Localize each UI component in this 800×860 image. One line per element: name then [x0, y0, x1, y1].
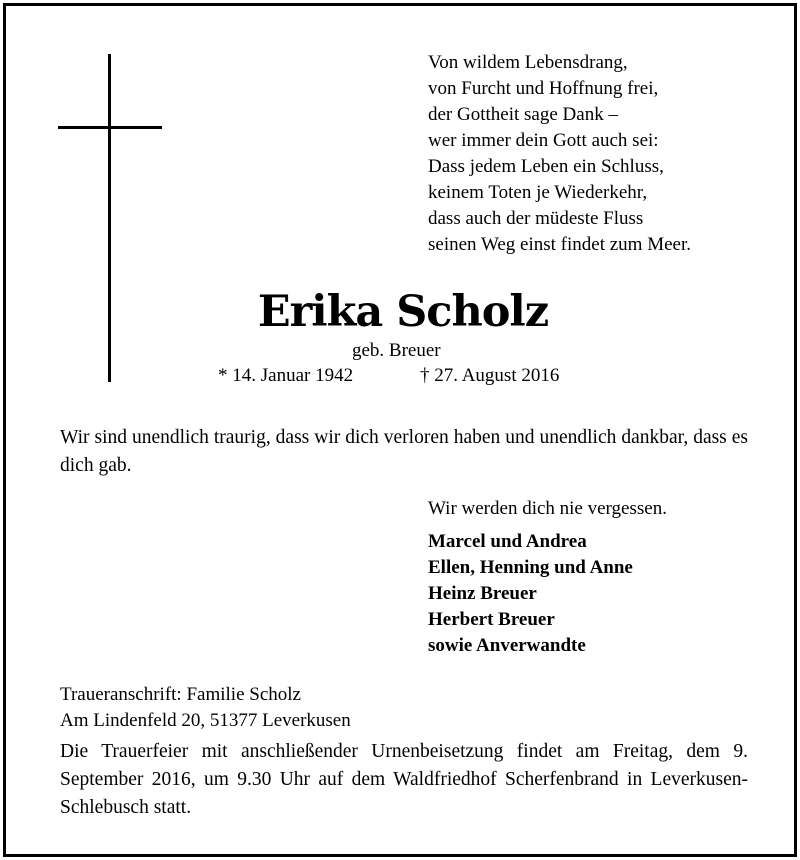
address-line: Am Lindenfeld 20, 51377 Leverkusen [60, 710, 351, 731]
obituary-notice [3, 3, 797, 857]
signer: Ellen, Henning und Anne [428, 557, 633, 578]
maiden-name: geb. Breuer [352, 340, 441, 361]
poem-line: Von wildem Lebensdrang, [428, 52, 628, 73]
poem-line: dass auch der müdeste Fluss [428, 208, 644, 229]
mourning-address [60, 682, 351, 734]
address-line: Traueranschrift: Familie Scholz [60, 684, 301, 705]
birth-date: * 14. Januar 1942 [218, 365, 354, 386]
ceremony-info: Die Trauerfeier mit anschließender Urnenbeisetzung findet am Freitag, dem 9. September 2016, um 9.30 Uhr auf dem Waldfriedhof Scherfenbrand in Leverkusen-Schlebusch statt. [60, 741, 748, 818]
poem-line: von Furcht und Hoffnung frei, [428, 78, 659, 99]
poem-line: wer immer dein Gott auch sei: [428, 130, 659, 151]
signer: Marcel und Andrea [428, 531, 587, 552]
poem-line: der Gottheit sage Dank – [428, 104, 618, 125]
closing-line: Wir werden dich nie vergessen. [428, 498, 667, 519]
signer: Herbert Breuer [428, 609, 555, 630]
signer: Heinz Breuer [428, 583, 537, 604]
deceased-name: Erika Scholz [257, 287, 549, 337]
death-date: † 27. August 2016 [420, 365, 560, 386]
poem-line: keinem Toten je Wiederkehr, [428, 182, 648, 203]
signers-list [428, 529, 633, 659]
poem-line: seinen Weg einst findet zum Meer. [428, 234, 691, 255]
cross-icon-horizontal [58, 126, 162, 129]
poem-line: Dass jedem Leben ein Schluss, [428, 156, 664, 177]
condolence-message: Wir sind unendlich traurig, dass wir dich verloren haben und unendlich dankbar, dass es dich gab. [60, 427, 748, 476]
signer: sowie Anverwandte [428, 635, 586, 656]
poem [428, 50, 691, 258]
